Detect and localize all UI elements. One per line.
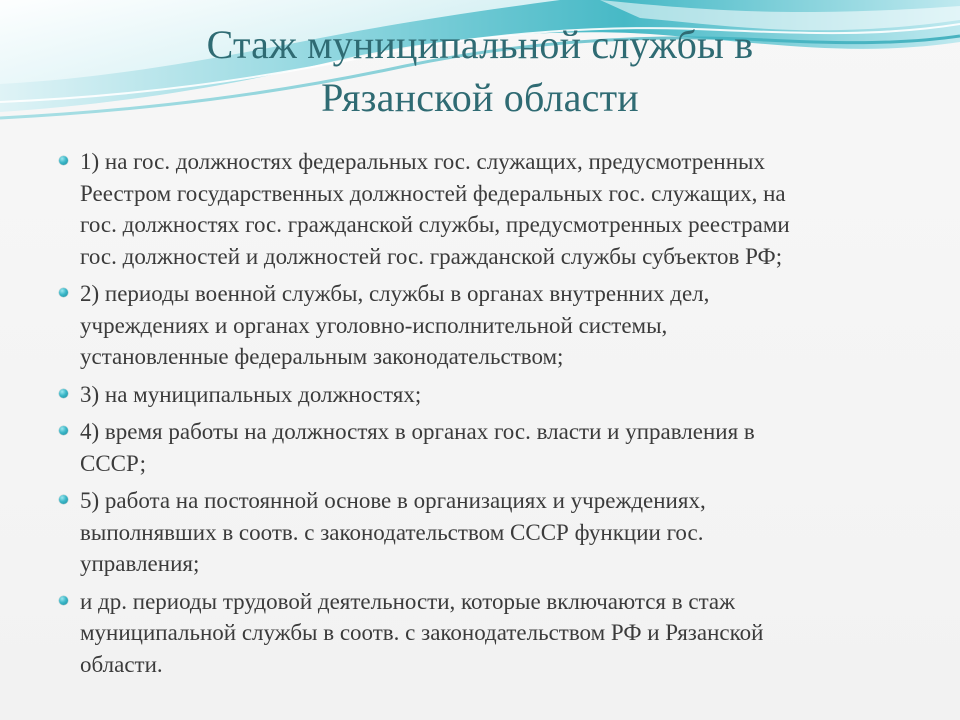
list-item-5-line-2: выполнявших в соотв. с законодательством СССР функции гос. [80,519,704,545]
slide-title-line-2: Рязанской области [321,75,639,120]
slide-title-line-1: Стаж муниципальной службы в [206,22,754,67]
list-item-5-line-1: 5) работа на постоянной основе в организациях и учреждениях, [80,488,706,513]
list-item-5 [58,485,914,580]
list-item-3-line-1: 3) на муниципальных должностях; [80,381,422,407]
bullet-icon [59,389,68,398]
bullet-icon [59,596,68,605]
bullet-list [58,146,914,686]
list-item-1-line-1: 1) на гос. должностях федеральных гос. служащих, предусмотренных [80,149,765,174]
list-item-1-line-2: Реестром государственных должностей федеральных гос. служащих, на [80,180,786,206]
slide-title [90,18,870,124]
list-item-2 [58,278,914,373]
list-item-5-line-3: управления; [80,551,200,576]
list-item-6-line-3: области. [80,651,163,677]
list-item-4 [58,416,914,479]
list-item-2-line-2: учреждениях и органах уголовно-исполнительной системы, [80,312,668,338]
list-item-6-line-2: муниципальной службы в соотв. с законодательством РФ и Рязанской [80,620,764,645]
list-item-6 [58,586,914,681]
list-item-4-line-1: 4) время работы на должностях в органах гос. власти и управления в [80,419,755,444]
list-item-1 [58,146,914,272]
list-item-1-line-3: гос. должностях гос. гражданской службы, предусмотренных реестрами [80,212,790,237]
bullet-icon [59,426,68,435]
list-item-2-line-1: 2) периоды военной службы, службы в органах внутренних дел, [80,281,710,306]
bullet-icon [59,288,68,297]
list-item-1-line-4: гос. должностей и должностей гос. гражданской службы субъектов РФ; [80,243,783,269]
bullet-icon [59,156,68,165]
list-item-6-line-1: и др. периоды трудовой деятельности, которые включаются в стаж [80,588,735,614]
list-item-3 [58,379,914,411]
list-item-2-line-3: установленные федеральным законодательством; [80,344,564,369]
bullet-icon [59,495,68,504]
list-item-4-line-2: СССР; [80,450,147,476]
